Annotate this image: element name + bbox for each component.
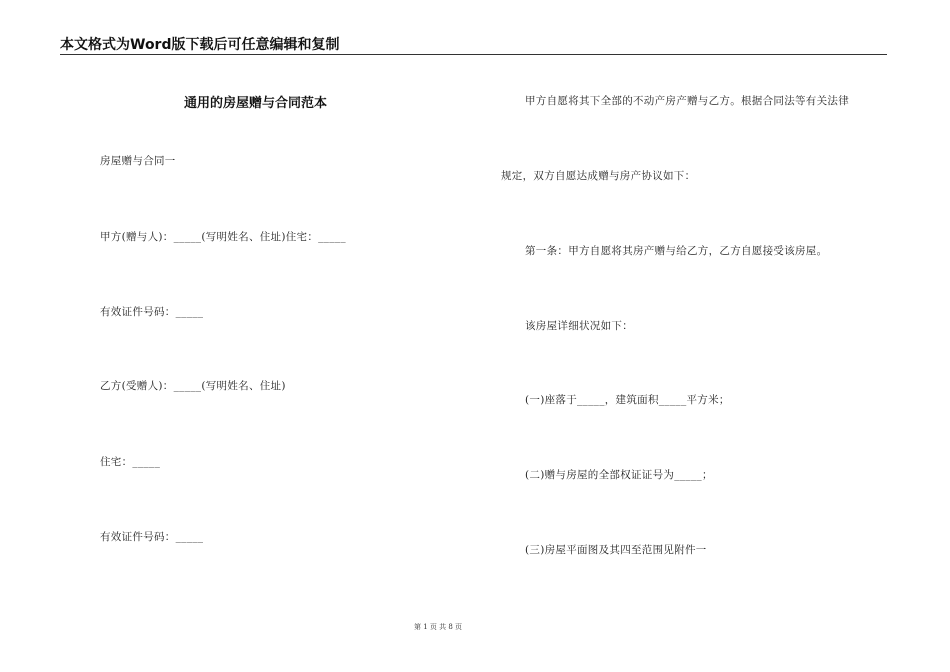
left-paragraph: 房屋赠与合同一: [100, 155, 176, 167]
right-paragraph: 该房屋详细状况如下：: [525, 320, 633, 332]
document-title: 通用的房屋赠与合同范本: [184, 96, 328, 111]
left-paragraph: 住宅：_____: [100, 456, 161, 468]
left-paragraph: 乙方(受赠人)：_____(写明姓名、住址): [100, 380, 286, 392]
left-paragraph: 有效证件号码：_____: [100, 306, 204, 318]
page-footer: 第 1 页 共 8 页: [413, 623, 463, 631]
document-banner: 本文格式为Word版下载后可任意编辑和复制: [60, 37, 340, 53]
left-paragraph: 有效证件号码：_____: [100, 531, 204, 543]
left-paragraph: 甲方(赠与人)：_____(写明姓名、住址)住宅：_____: [100, 231, 346, 243]
right-paragraph: (二)赠与房屋的全部权证证号为_____；: [525, 469, 713, 481]
right-paragraph: 规定，双方自愿达成赠与房产协议如下：: [501, 170, 696, 182]
right-paragraph: (一)座落于_____，建筑面积_____平方米；: [525, 394, 730, 406]
right-paragraph: 甲方自愿将其下全部的不动产房产赠与乙方。根据合同法等有关法律: [525, 95, 849, 107]
right-paragraph: 第一条：甲方自愿将其房产赠与给乙方，乙方自愿接受该房屋。: [525, 245, 828, 257]
header-divider: [60, 54, 887, 55]
right-paragraph: (三)房屋平面图及其四至范围见附件一: [525, 544, 707, 556]
